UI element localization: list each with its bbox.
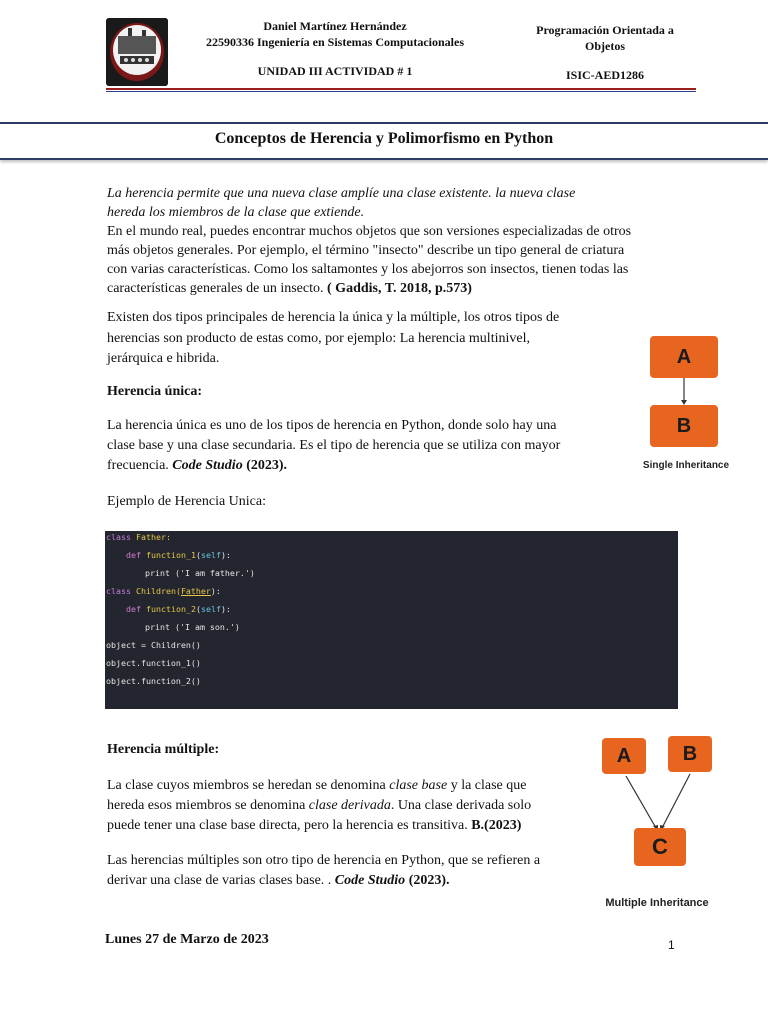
code-line-2: def function_1(self):: [126, 550, 231, 560]
code-line-5: def function_2(self):: [126, 604, 231, 614]
multiple-inheritance-caption: Multiple Inheritance: [605, 897, 709, 909]
class-b-box: B: [668, 736, 712, 772]
intro-paragraph: [107, 184, 707, 298]
intro-line2: más objetos generales. Por ejemplo, el término "insecto" describe un tipo general de criatura: [107, 243, 625, 258]
multiple-inheritance-arrows: [592, 734, 722, 834]
single-cite-year: (2023).: [246, 458, 288, 473]
code-line-3: print ('I am father.'): [145, 568, 255, 578]
course-name-line1: Programación Orientada a: [536, 23, 674, 37]
code-example: [105, 531, 678, 709]
single-cite-name: Code Studio: [172, 458, 243, 473]
intro-line4: características generales de un insecto.: [107, 281, 324, 296]
author-name: Daniel Martínez Hernández: [263, 19, 407, 33]
page-number: 1: [668, 938, 675, 952]
activity-label: UNIDAD III ACTIVIDAD # 1: [257, 64, 413, 78]
multiple-inheritance-paragraph-2: [107, 851, 577, 891]
multiple-inheritance-paragraph-1: [107, 776, 577, 836]
class-a-box: A: [602, 738, 646, 774]
intro-italic-line1: La herencia permite que una nueva clase amplíe una clase existente. la nueva clase: [107, 186, 576, 201]
p1-citation: B.(2023): [471, 818, 522, 833]
p1-text-a: La clase cuyos miembros se heredan se denomina: [107, 778, 390, 793]
code-line-6: print ('I am son.'): [145, 622, 240, 632]
p1-text-c: y la clase que: [447, 778, 527, 793]
course-code: ISIC-AED1286: [565, 68, 644, 82]
p2-cite-name: Code Studio: [334, 873, 406, 888]
p2-line2: derivar una clase de varias clases base. .: [107, 873, 335, 888]
p1-text-f: . Una clase derivada solo: [390, 798, 532, 813]
p1-text-g: puede tener una clase base directa, pero la herencia es transitiva.: [107, 818, 472, 833]
single-line2: clase base y una clase secundaria. Es el tipo de herencia que se utiliza con mayor: [107, 438, 561, 453]
student-id-career: 22590336 Ingeniería en Sistemas Computacionales: [206, 35, 464, 49]
intro-citation: ( Gaddis, T. 2018, p.573): [327, 281, 472, 296]
intro-line1: En el mundo real, puedes encontrar muchos objetos que son versiones especializadas de otros: [107, 224, 632, 239]
types-line2: herencias son producto de estas como, por ejemplo: La herencia multinivel,: [107, 330, 530, 346]
class-c-box: C: [634, 828, 686, 866]
code-line-1: class Father:: [106, 532, 171, 542]
single-line3: frecuencia.: [107, 458, 169, 473]
single-line1: La herencia única es uno de los tipos de herencia en Python, donde solo hay una: [107, 418, 557, 433]
footer-date: Lunes 27 de Marzo de 2023: [105, 932, 269, 947]
single-example-label: Ejemplo de Herencia Unica:: [107, 494, 266, 509]
institution-logo: [106, 18, 168, 86]
p1-text-d: hereda esos miembros se denomina: [107, 798, 309, 813]
document-title: Conceptos de Herencia y Polimorfismo en Python: [214, 130, 554, 147]
p2-line1: Las herencias múltiples son otro tipo de herencia en Python, que se refieren a: [107, 853, 541, 868]
code-line-9: object.function_2(): [106, 676, 201, 686]
types-line3: jerárquica e hibrida.: [107, 351, 220, 366]
course-name-line2: Objetos: [585, 39, 625, 53]
multiple-inheritance-diagram: [592, 734, 722, 914]
single-inheritance-heading: Herencia única:: [107, 384, 203, 399]
inheritance-arrow: [634, 330, 738, 410]
p1-term-derived-class: clase derivada: [308, 798, 391, 813]
p1-term-base-class: clase base: [389, 778, 448, 793]
single-inheritance-paragraph: [107, 416, 607, 476]
types-paragraph: [107, 308, 607, 370]
p2-cite-year: (2023).: [408, 873, 450, 888]
code-line-7: object = Children(): [106, 640, 201, 650]
types-line1: Existen dos tipos principales de herencia la única y la múltiple, los otros tipos de: [107, 310, 560, 325]
single-inheritance-caption: Single Inheritance: [642, 460, 730, 471]
intro-italic-line2: hereda los miembros de la clase que extiende.: [107, 205, 365, 220]
intro-line3: con varias características. Como los saltamontes y los abejorros son insectos, tienen todas las: [107, 262, 629, 277]
header-divider-blue: [106, 91, 696, 92]
header-divider-red: [106, 88, 696, 90]
class-a-box: A: [650, 336, 718, 378]
code-line-4: class Children(Father):: [106, 586, 221, 596]
multiple-inheritance-heading: Herencia múltiple:: [107, 742, 220, 757]
class-b-box: B: [650, 405, 718, 447]
single-inheritance-diagram: [634, 330, 738, 480]
code-line-8: object.function_1(): [106, 658, 201, 668]
